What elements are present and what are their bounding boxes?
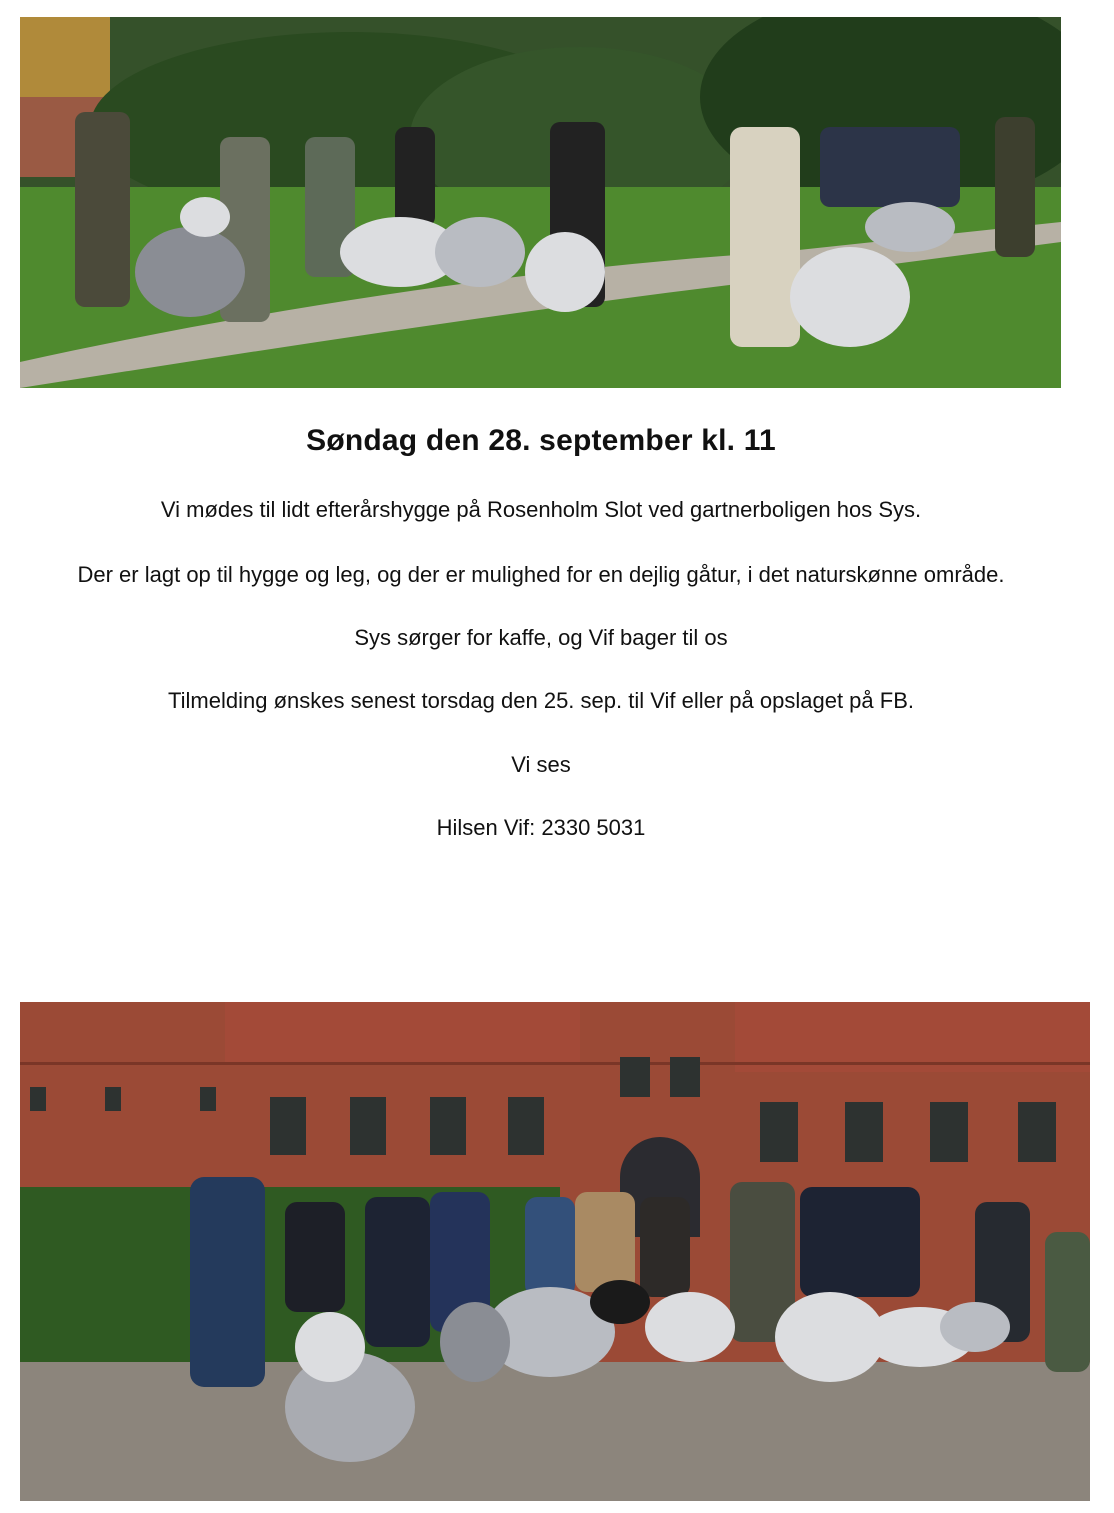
paragraph-activities: Der er lagt op til hygge og leg, og der er mulighed for en dejlig gåtur, i det naturskønne område. — [77, 562, 1005, 587]
signature-contact: Hilsen Vif: 2330 5031 — [436, 815, 646, 840]
courtyard-photo-illustration — [20, 1002, 1090, 1501]
event-heading: Søndag den 28. september kl. 11 — [306, 424, 776, 457]
paragraph-coffee: Sys sørger for kaffe, og Vif bager til os — [354, 625, 728, 650]
paragraph-see-you: Vi ses — [511, 752, 571, 777]
paragraph-meeting-place: Vi mødes til lidt efterårshygge på Rosenholm Slot ved gartnerboligen hos Sys. — [160, 497, 922, 522]
paragraph-registration: Tilmelding ønskes senest torsdag den 25. sep. til Vif eller på opslaget på FB. — [168, 688, 914, 713]
photo-castle-courtyard-group — [20, 1002, 1090, 1501]
park-photo-illustration — [20, 17, 1061, 388]
photo-park-dog-walk — [20, 17, 1061, 388]
